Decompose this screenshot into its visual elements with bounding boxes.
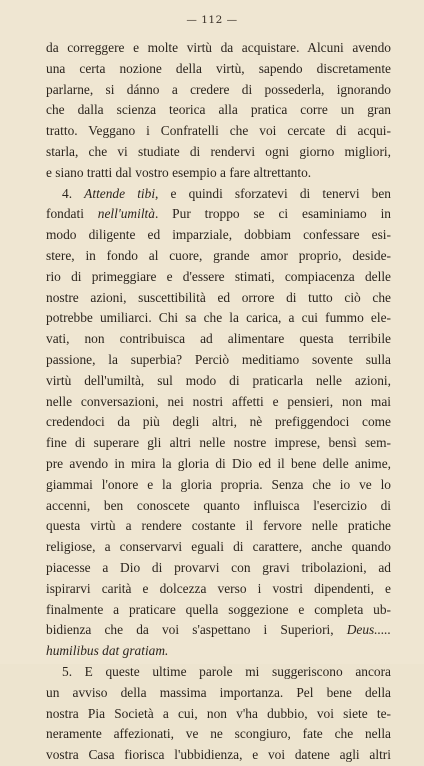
text-run: . Pur troppo se ci esaminiamo in bbox=[154, 206, 391, 222]
text-line: fine di superare gli altri nelle nostre imprese, bensì sem- bbox=[46, 435, 391, 451]
text-line: ispirarvi carità e dolcezza verso i vostri dipendenti, e bbox=[46, 580, 391, 596]
text-line: 5. E queste ultime parole mi suggeriscono ancora bbox=[62, 663, 391, 679]
text-line: parlarne, si dánno a credere di possederla, ignorando bbox=[46, 81, 391, 97]
text-line: finalmente a praticare quella soggezione e completa ub- bbox=[46, 601, 391, 617]
text-line: stere, in fondo al cuore, grande amor proprio, deside- bbox=[46, 247, 391, 263]
page-number: — 112 — bbox=[186, 14, 238, 26]
text-line: nelle conversazioni, nei nostri affetti e pensieri, non mai bbox=[46, 393, 391, 409]
text-line: pre avendo in mira la gloria di Dio ed il bene delle anime, bbox=[46, 455, 391, 471]
text-line: virtù dell'umiltà, sul modo di praticarla nelle azioni, bbox=[46, 372, 391, 388]
text-line: potrebbe umiliarci. Chi sa che la carica, a cui fummo ele- bbox=[46, 310, 391, 326]
text-run: bidienza che da voi s'aspettano i Superiori, bbox=[46, 622, 347, 638]
italic-text: Deus..... bbox=[346, 622, 391, 638]
text-line: piacesse a Dio di provarvi con gravi tribolazioni, ad bbox=[46, 559, 391, 575]
text-line: tratto. Veggano i Confratelli che voi cercate di acqui- bbox=[46, 123, 391, 139]
text-line: un avviso della massima importanza. Pel bene della bbox=[46, 684, 391, 700]
italic-text: nell'umiltà bbox=[97, 206, 155, 222]
text-line: giammai l'onore e la gloria propria. Senza che io ve lo bbox=[46, 476, 391, 492]
text-line bbox=[46, 620, 391, 641]
body-text bbox=[46, 38, 391, 766]
text-line bbox=[46, 184, 391, 205]
text-line: una certa nozione della virtù, sapendo discretamente bbox=[46, 60, 391, 76]
text-line: modo diligente ed imparziale, dobbiam confessare esi- bbox=[46, 227, 391, 243]
text-line: rio di primeggiare e d'essere stimati, compiacenza delle bbox=[46, 268, 391, 284]
text-line: questa virtù a rendere costante il fervore nelle pratiche bbox=[46, 518, 391, 534]
text-run: , e quindi sforzatevi di tenervi ben bbox=[155, 185, 391, 201]
italic-text: Attende tibi bbox=[84, 185, 156, 201]
text-line: credendoci da più degli altri, nè prefiggendoci come bbox=[46, 414, 391, 430]
text-line: religiose, a conservarvi eguali di carattere, anche quando bbox=[46, 539, 391, 555]
text-run: 4. bbox=[62, 185, 85, 201]
italic-text: humilibus dat gratiam. bbox=[46, 643, 169, 659]
text-line: accenni, ben conoscete quanto influisca l'esercizio di bbox=[46, 497, 391, 513]
text-line: vostra Casa fiorisca l'ubbidienza, e voi datene agli altri bbox=[46, 747, 391, 763]
text-line bbox=[46, 204, 391, 225]
text-line: passione, la superbia? Perciò meditiamo sovente sulla bbox=[46, 351, 391, 367]
text-line: nostra Pia Società a cui, non v'ha dubbio, voi siete te- bbox=[46, 705, 391, 721]
text-line: da correggere e molte virtù da acquistare. Alcuni avendo bbox=[46, 40, 391, 55]
text-line: che dalla scienza teorica alla pratica corre un gran bbox=[46, 102, 391, 118]
text-line: starla, che vi studiate di rendervi ogni giorno migliori, bbox=[46, 143, 391, 159]
text-run: fondati bbox=[46, 206, 98, 222]
text-line: vati, non contribuisca ad alimentare questa terribile bbox=[46, 331, 391, 347]
text-line bbox=[46, 641, 391, 662]
text-line: neramente affezionati, ve ne scongiuro, fate che nella bbox=[46, 726, 391, 742]
text-line: nostre azioni, suscettibilità ed orrore di tutto ciò che bbox=[46, 289, 391, 305]
text-line: e siano tratti dal vostro esempio a fare altrettanto. bbox=[46, 164, 312, 180]
